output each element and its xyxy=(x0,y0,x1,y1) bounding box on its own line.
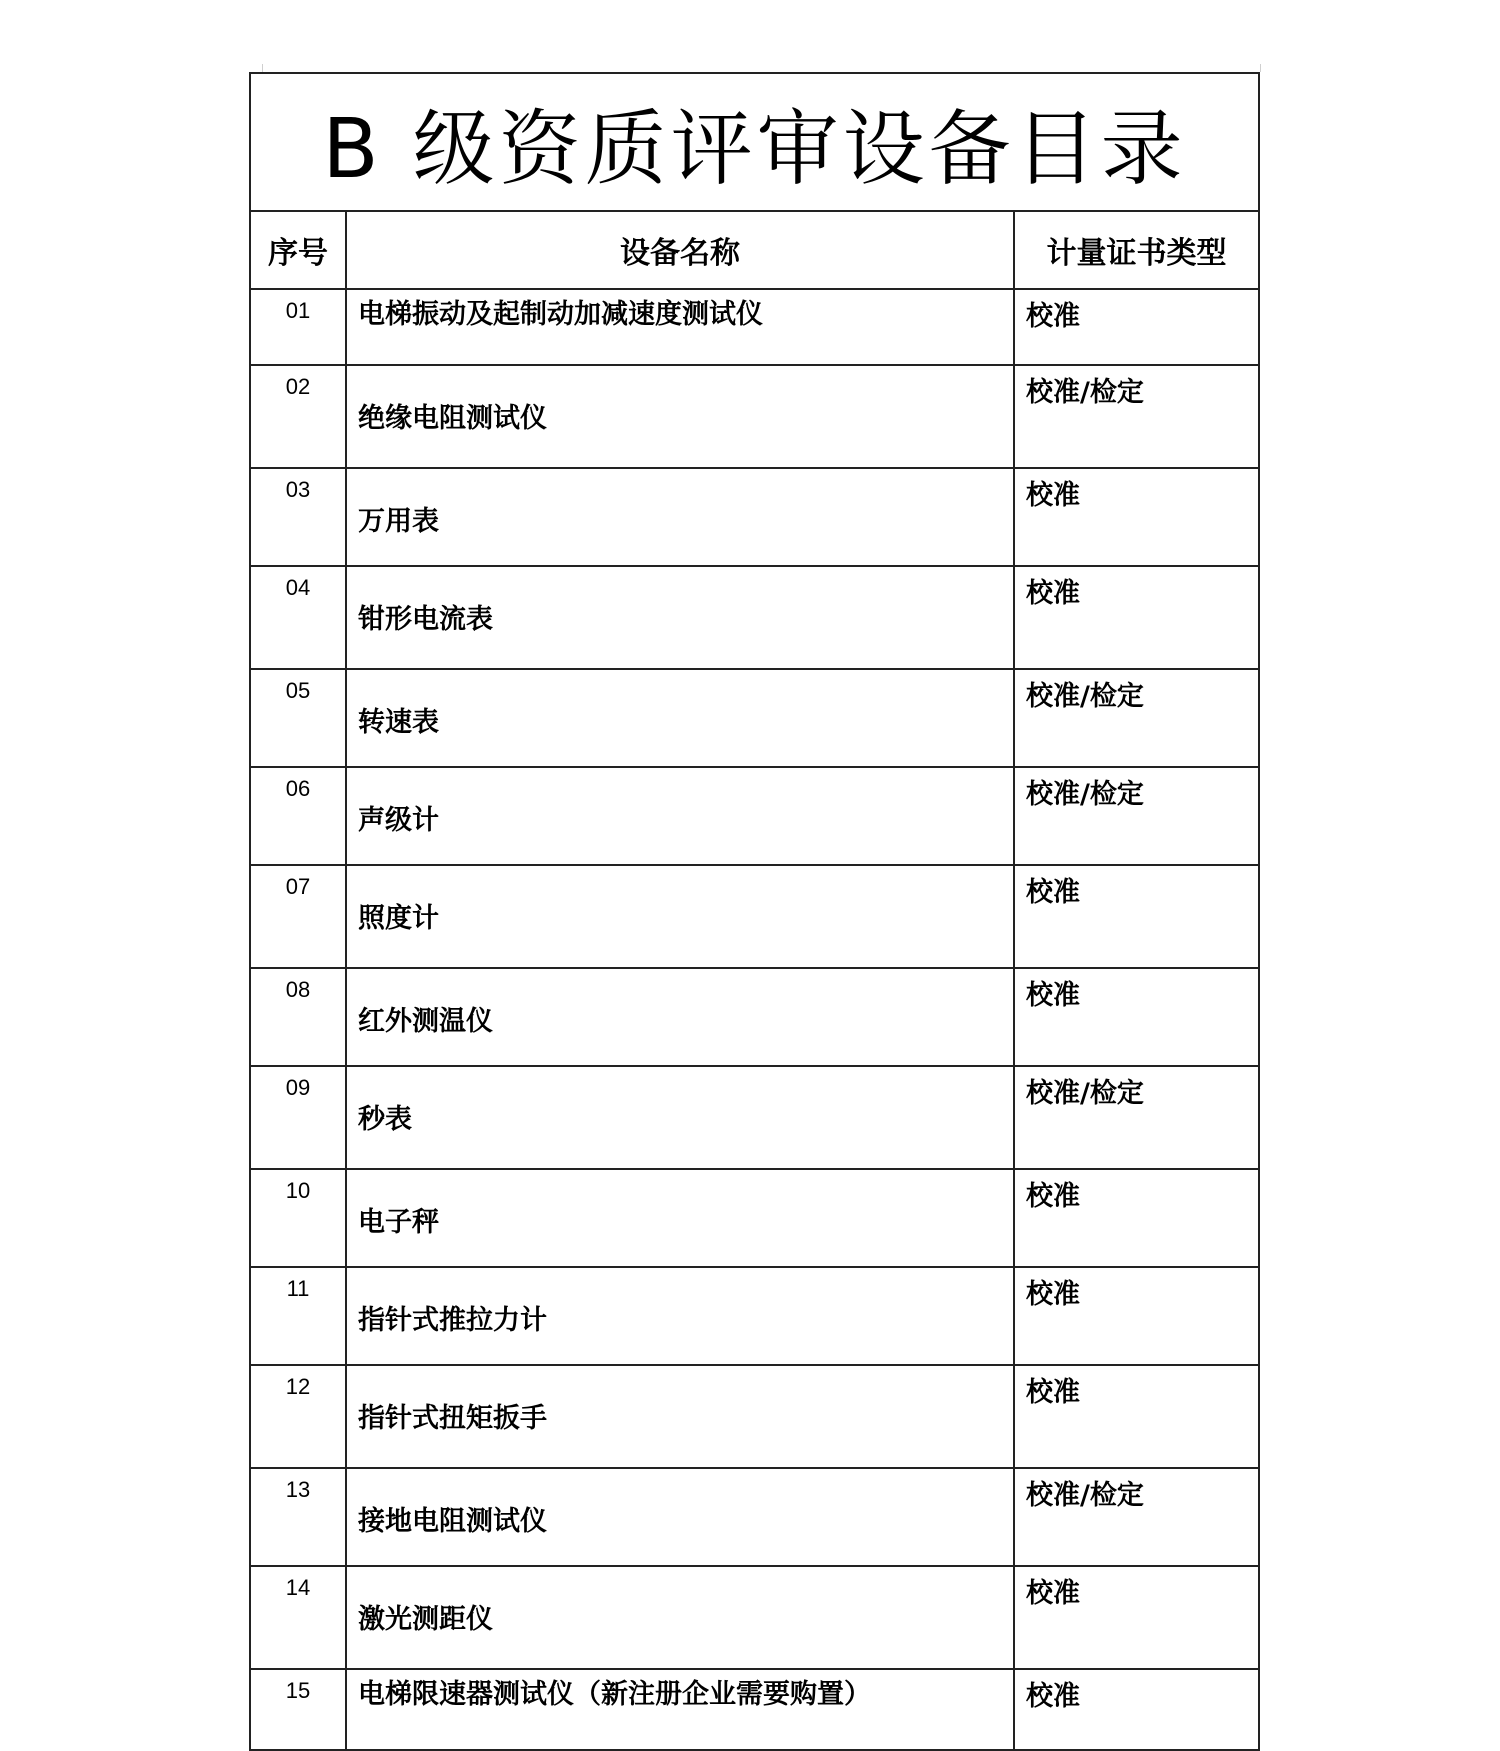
equipment-table xyxy=(249,72,1260,1751)
table-row xyxy=(250,669,1259,767)
row-index: 14 xyxy=(250,1566,346,1669)
row-equipment-name: 电梯振动及起制动加减速度测试仪 xyxy=(346,289,1014,365)
table-row xyxy=(250,1669,1259,1750)
header-name: 设备名称 xyxy=(346,211,1014,289)
row-equipment-name: 接地电阻测试仪 xyxy=(346,1468,1014,1566)
row-equipment-name: 万用表 xyxy=(346,468,1014,566)
row-cert-type: 校准/检定 xyxy=(1014,1066,1259,1169)
row-cert-type: 校准/检定 xyxy=(1014,767,1259,865)
table-row xyxy=(250,968,1259,1066)
header-index: 序号 xyxy=(250,211,346,289)
document-title: B 级资质评审设备目录 xyxy=(250,73,1259,211)
table-row xyxy=(250,865,1259,968)
row-index: 08 xyxy=(250,968,346,1066)
row-index: 13 xyxy=(250,1468,346,1566)
row-equipment-name: 秒表 xyxy=(346,1066,1014,1169)
row-equipment-name: 红外测温仪 xyxy=(346,968,1014,1066)
row-cert-type: 校准 xyxy=(1014,1365,1259,1468)
row-cert-type: 校准 xyxy=(1014,865,1259,968)
row-equipment-name: 转速表 xyxy=(346,669,1014,767)
row-index: 02 xyxy=(250,365,346,468)
row-cert-type: 校准/检定 xyxy=(1014,669,1259,767)
page-corner-mark xyxy=(1260,64,1261,72)
row-cert-type: 校准 xyxy=(1014,1566,1259,1669)
table-row xyxy=(250,1169,1259,1267)
table-row xyxy=(250,1365,1259,1468)
row-equipment-name: 绝缘电阻测试仪 xyxy=(346,365,1014,468)
table-row xyxy=(250,1066,1259,1169)
table-row xyxy=(250,468,1259,566)
row-cert-type: 校准/检定 xyxy=(1014,1468,1259,1566)
row-index: 05 xyxy=(250,669,346,767)
table-row xyxy=(250,289,1259,365)
table-row xyxy=(250,365,1259,468)
row-index: 06 xyxy=(250,767,346,865)
row-equipment-name: 电梯限速器测试仪（新注册企业需要购置） xyxy=(346,1669,1014,1750)
row-equipment-name: 电子秤 xyxy=(346,1169,1014,1267)
table-row xyxy=(250,1468,1259,1566)
row-index: 10 xyxy=(250,1169,346,1267)
row-index: 07 xyxy=(250,865,346,968)
title-row xyxy=(250,73,1259,211)
row-equipment-name: 激光测距仪 xyxy=(346,1566,1014,1669)
row-equipment-name: 指针式推拉力计 xyxy=(346,1267,1014,1365)
row-cert-type: 校准 xyxy=(1014,1669,1259,1750)
row-cert-type: 校准/检定 xyxy=(1014,365,1259,468)
table-row xyxy=(250,1267,1259,1365)
row-cert-type: 校准 xyxy=(1014,566,1259,669)
row-index: 01 xyxy=(250,289,346,365)
row-cert-type: 校准 xyxy=(1014,1267,1259,1365)
page-corner-mark xyxy=(262,64,263,72)
row-cert-type: 校准 xyxy=(1014,1169,1259,1267)
row-equipment-name: 钳形电流表 xyxy=(346,566,1014,669)
row-index: 03 xyxy=(250,468,346,566)
row-cert-type: 校准 xyxy=(1014,289,1259,365)
row-index: 09 xyxy=(250,1066,346,1169)
row-cert-type: 校准 xyxy=(1014,968,1259,1066)
row-index: 15 xyxy=(250,1669,346,1750)
table-row xyxy=(250,566,1259,669)
row-cert-type: 校准 xyxy=(1014,468,1259,566)
header-row xyxy=(250,211,1259,289)
table-row xyxy=(250,1566,1259,1669)
row-index: 11 xyxy=(250,1267,346,1365)
row-equipment-name: 指针式扭矩扳手 xyxy=(346,1365,1014,1468)
row-equipment-name: 声级计 xyxy=(346,767,1014,865)
row-index: 12 xyxy=(250,1365,346,1468)
table-row xyxy=(250,767,1259,865)
header-cert-type: 计量证书类型 xyxy=(1014,211,1259,289)
row-index: 04 xyxy=(250,566,346,669)
row-equipment-name: 照度计 xyxy=(346,865,1014,968)
